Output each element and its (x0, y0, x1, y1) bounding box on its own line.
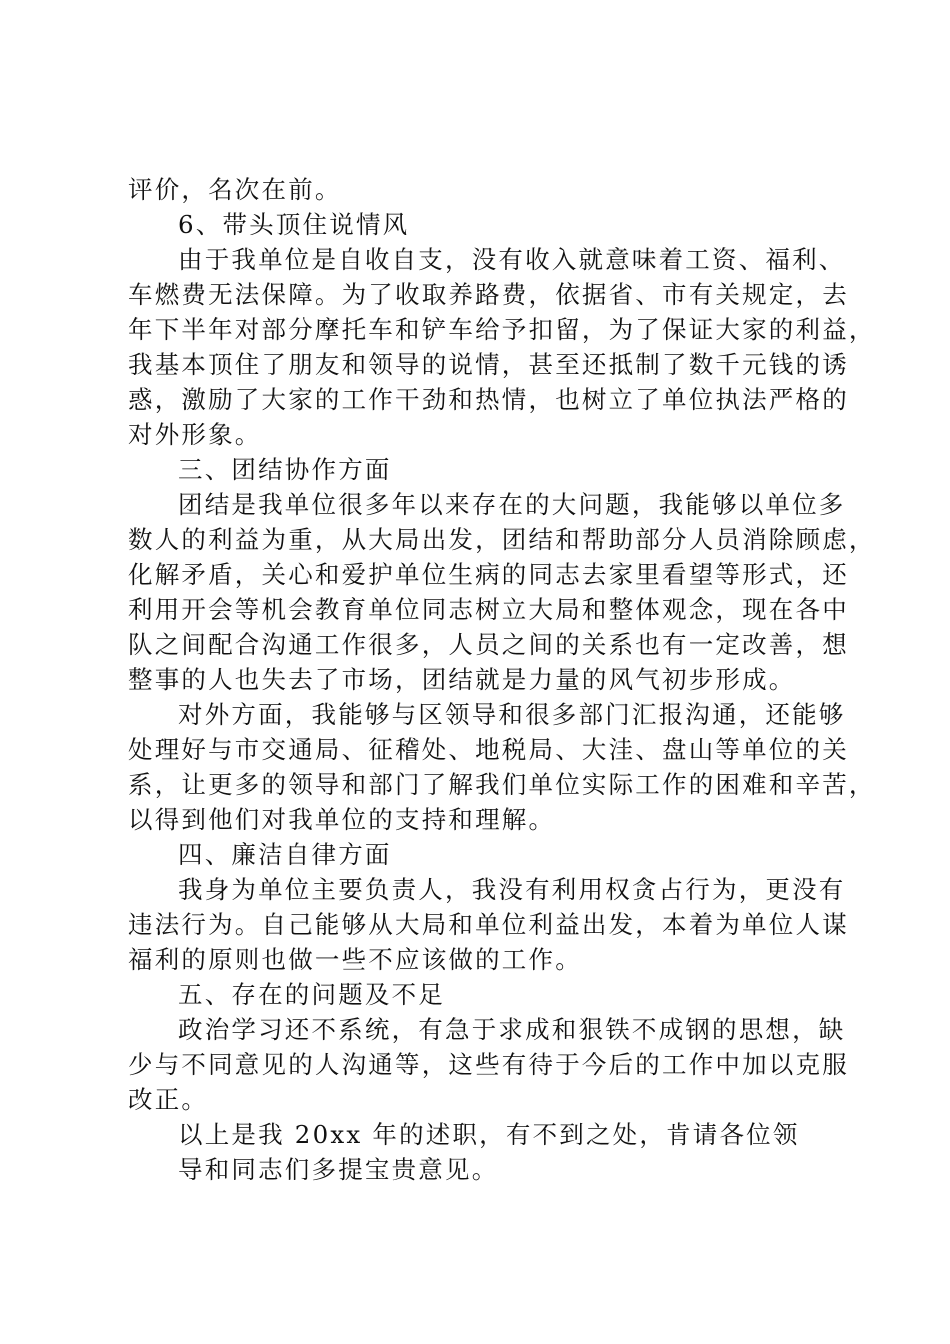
text-line: 我基本顶住了朋友和领导的说情，甚至还抵制了数千元钱的诱 (128, 350, 849, 379)
text-line: 四、廉洁自律方面 (178, 840, 392, 869)
text-line: 五、存在的问题及不足 (178, 980, 445, 1009)
text-line: 车燃费无法保障。为了收取养路费，依据省、市有关规定，去 (128, 280, 849, 309)
text-line: 处理好与市交通局、征稽处、地税局、大洼、盘山等单位的关 (128, 735, 849, 764)
text-line: 整事的人也失去了市场，团结就是力量的风气初步形成。 (128, 665, 796, 694)
text-line: 利用开会等机会教育单位同志树立大局和整体观念，现在各中 (128, 595, 849, 624)
text-line: 对外方面，我能够与区领导和很多部门汇报沟通，还能够 (178, 700, 846, 729)
text-line: 以得到他们对我单位的支持和理解。 (128, 805, 556, 834)
text-line: 以上是我 20xx 年的述职，有不到之处，肯请各位领 (178, 1120, 800, 1149)
text-line: 改正。 (128, 1085, 209, 1114)
text-line: 年下半年对部分摩托车和铲车给予扣留，为了保证大家的利益， (128, 315, 876, 344)
text-line: 队之间配合沟通工作很多，人员之间的关系也有一定改善，想 (128, 630, 849, 659)
text-line: 由于我单位是自收自支，没有收入就意味着工资、福利、 (178, 245, 846, 274)
document-body (128, 172, 876, 1187)
text-line: 少与不同意见的人沟通等，这些有待于今后的工作中加以克服 (128, 1050, 849, 1079)
text-line: 我身为单位主要负责人，我没有利用权贪占行为，更没有 (178, 875, 846, 904)
text-line: 化解矛盾，关心和爱护单位生病的同志去家里看望等形式，还 (128, 560, 849, 589)
text-line: 团结是我单位很多年以来存在的大问题，我能够以单位多 (178, 490, 846, 519)
text-line: 违法行为。自己能够从大局和单位利益出发，本着为单位人谋 (128, 910, 849, 939)
text-line: 福利的原则也做一些不应该做的工作。 (128, 945, 582, 974)
text-line: 惑，激励了大家的工作干劲和热情，也树立了单位执法严格的 (128, 385, 849, 414)
text-line: 导和同志们多提宝贵意见。 (178, 1155, 499, 1184)
text-line: 系，让更多的领导和部门了解我们单位实际工作的困难和辛苦， (128, 770, 876, 799)
text-line: 6、带头顶住说情风 (178, 210, 410, 239)
text-line: 政治学习还不系统，有急于求成和狠铁不成钢的思想，缺 (178, 1015, 846, 1044)
text-line: 评价，名次在前。 (128, 175, 342, 204)
text-line: 数人的利益为重，从大局出发，团结和帮助部分人员消除顾虑， (128, 525, 876, 554)
text-line: 三、团结协作方面 (178, 455, 392, 484)
text-line: 对外形象。 (128, 420, 262, 449)
